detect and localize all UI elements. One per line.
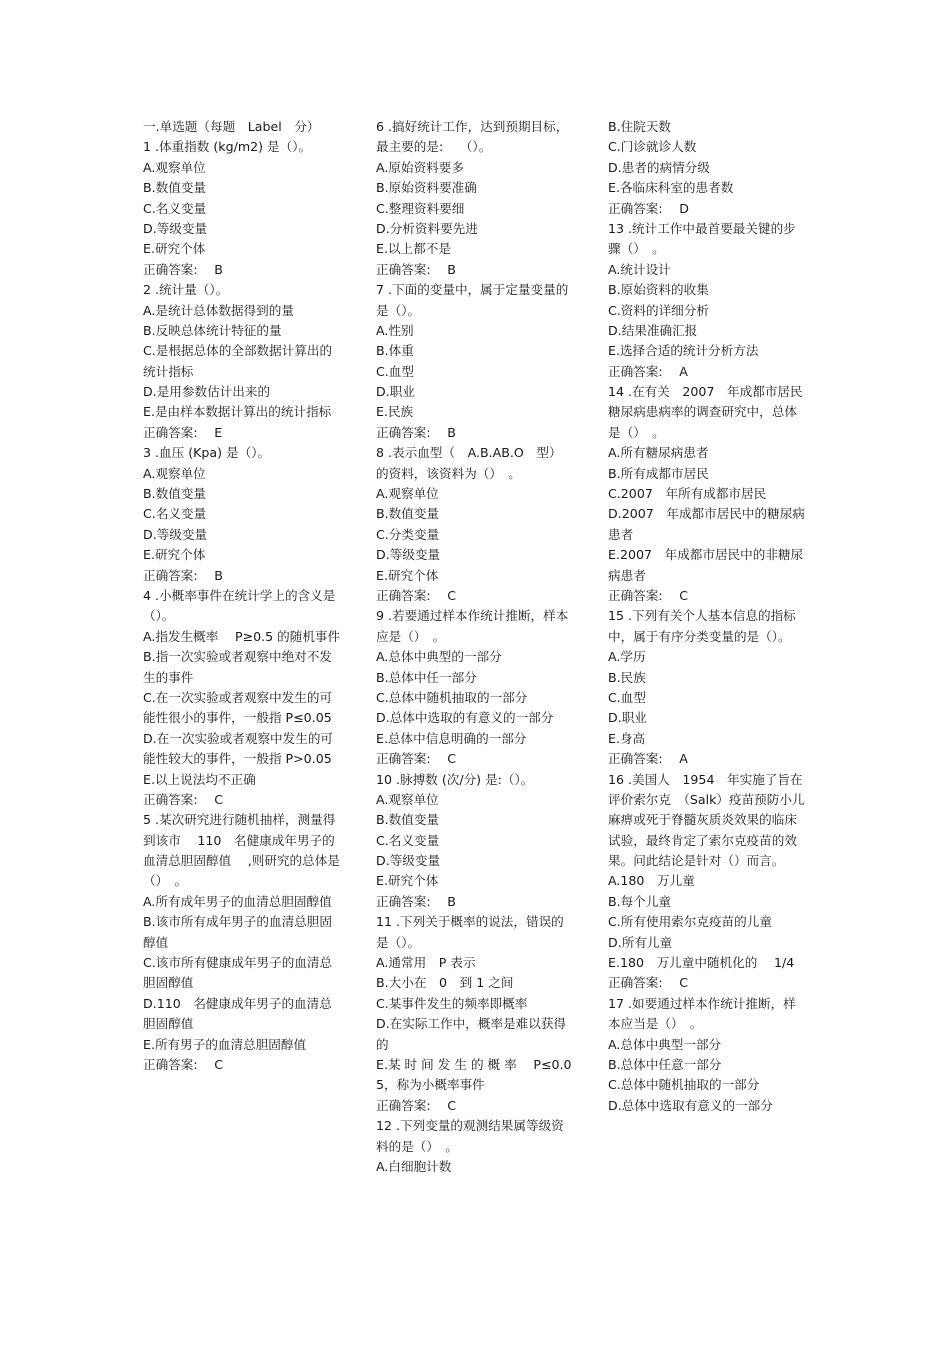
option-line: D.等级变量 xyxy=(143,526,208,542)
option-line: C.在一次实验或者观察中发生的可能性很小的事件，一般指 P≤0.05 xyxy=(143,689,333,726)
option-line: E.民族 xyxy=(376,404,414,420)
option-line: E.选择合适的统计分析方法 xyxy=(608,343,759,359)
option-line: D.分析资料要先进 xyxy=(376,220,478,236)
option-line: C.门诊就诊人数 xyxy=(608,139,697,155)
question-stem: 11 .下列关于概率的说法，错误的是（）。 xyxy=(376,914,564,950)
question-stem: 6 .搞好统计工作，达到预期目标，最主要的是: （）。 xyxy=(376,119,569,155)
option-line: C.总体中随机抽取的一部分 xyxy=(608,1077,760,1093)
option-line: A.性别 xyxy=(376,322,414,338)
option-line: B.数值变量 xyxy=(143,180,207,196)
answer-line: 正确答案: B xyxy=(376,424,456,440)
question-stem: 3 .血压 (Kpa) 是（）。 xyxy=(143,445,271,461)
option-line: C.所有使用索尔克疫苗的儿童 xyxy=(608,914,772,930)
option-line: C.2007 年所有成都市居民 xyxy=(608,486,767,502)
answer-line: 正确答案: C xyxy=(608,975,689,991)
option-line: E.研究个体 xyxy=(143,547,206,563)
option-line: D.所有儿童 xyxy=(608,934,673,950)
option-line: B.数值变量 xyxy=(376,812,440,828)
answer-line: 正确答案: B xyxy=(376,261,456,277)
option-line: B.大小在 0 到 1 之间 xyxy=(376,975,514,991)
option-line: B.原始资料的收集 xyxy=(608,282,709,298)
option-line: A.是统计总体数据得到的量 xyxy=(143,302,294,318)
option-line: A.观察单位 xyxy=(376,791,439,807)
option-line: C.血型 xyxy=(376,363,414,379)
question-stem: 4 .小概率事件在统计学上的含义是（）。 xyxy=(143,587,336,624)
question-stem: 12 .下列变量的观测结果属等级资料的是（） 。 xyxy=(376,1118,564,1154)
question-stem: 1 .体重指数 (kg/m2) 是（）。 xyxy=(143,139,312,155)
option-line: A.总体中典型一部分 xyxy=(608,1036,722,1052)
option-line: C.资料的详细分析 xyxy=(608,302,709,318)
option-line: E.2007 年成都市居民中的非糖尿病患者 xyxy=(608,547,804,583)
option-line: C.某事件发生的频率即概率 xyxy=(376,995,528,1011)
option-line: D.在实际工作中，概率是难以获得的 xyxy=(376,1016,567,1052)
question-stem: 17 .如要通过样本作统计推断，样本应当是（） 。 xyxy=(608,995,796,1032)
option-line: B.每个儿童 xyxy=(608,893,672,909)
option-line: C.该市所有健康成年男子的血清总胆固醇值 xyxy=(143,955,333,991)
option-line: A.学历 xyxy=(608,649,646,665)
option-line: D.患者的病情分级 xyxy=(608,159,710,175)
option-line: D.在一次实验或者观察中发生的可能性较大的事件，一般指 P>0.05 xyxy=(143,730,334,767)
option-line: D.职业 xyxy=(376,384,415,400)
option-line: D.等级变量 xyxy=(376,853,441,869)
option-line: B.体重 xyxy=(376,343,414,359)
option-line: B.数值变量 xyxy=(376,506,440,522)
option-line: D.职业 xyxy=(608,710,647,726)
option-line: A.180 万儿童 xyxy=(608,873,695,889)
option-line: D.是用参数估计出来的 xyxy=(143,384,271,400)
option-line: C.总体中随机抽取的一部分 xyxy=(376,689,528,705)
section-heading: 一.单选题（每题 Label 分） xyxy=(143,119,320,134)
option-line: B.反映总体统计特征的量 xyxy=(143,322,282,338)
answer-line: 正确答案: C xyxy=(376,751,457,767)
option-line: B.住院天数 xyxy=(608,119,672,134)
option-line: D.等级变量 xyxy=(376,547,441,563)
option-line: A.指发生概率 P≥0.5 的随机事件 xyxy=(143,628,341,644)
answer-line: 正确答案: A xyxy=(608,363,688,379)
answer-line: 正确答案: C xyxy=(143,791,224,807)
answer-line: 正确答案: C xyxy=(608,587,689,603)
option-line: E.研究个体 xyxy=(376,567,439,583)
option-line: B.数值变量 xyxy=(143,486,207,502)
answer-line: 正确答案: B xyxy=(376,893,456,909)
option-line: A.观察单位 xyxy=(143,465,206,481)
option-line: C.分类变量 xyxy=(376,526,440,542)
option-line: E.是由样本数据计算出的统计指标 xyxy=(143,404,332,420)
option-line: E.180 万儿童中随机化的 1/4 xyxy=(608,955,795,971)
text-column-middle xyxy=(376,117,574,1177)
question-stem: 5 .某次研究进行随机抽样，测量得到该市 110 名健康成年男子的血清总胆固醇值 ,则研究的总体是（） 。 xyxy=(143,812,340,889)
option-line: A.观察单位 xyxy=(376,486,439,502)
option-line: E.总体中信息明确的一部分 xyxy=(376,730,527,746)
option-line: B.所有成都市居民 xyxy=(608,465,709,481)
answer-line: 正确答案: D xyxy=(608,200,689,216)
option-line: A.统计设计 xyxy=(608,261,671,277)
question-stem: 14 .在有关 2007 年成都市居民糖尿病患病率的调查研究中，总体是（） 。 xyxy=(608,384,803,440)
option-line: C.血型 xyxy=(608,689,646,705)
option-line: D.110 名健康成年男子的血清总胆固醇值 xyxy=(143,995,332,1032)
question-stem: 10 .脉搏数 (次/分) 是:（）。 xyxy=(376,771,534,787)
option-line: B.民族 xyxy=(608,669,646,685)
option-line: A.原始资料要多 xyxy=(376,159,464,175)
option-line: A.所有糖尿病患者 xyxy=(608,445,709,461)
question-stem: 7 .下面的变量中，属于定量变量的是（）。 xyxy=(376,282,569,318)
question-stem: 9 .若要通过样本作统计推断，样本应是（） 。 xyxy=(376,608,569,644)
answer-line: 正确答案: E xyxy=(143,424,223,440)
option-line: E.研究个体 xyxy=(376,873,439,889)
option-line: E.各临床科室的患者数 xyxy=(608,180,734,196)
option-line: D.等级变量 xyxy=(143,220,208,236)
option-line: B.原始资料要准确 xyxy=(376,180,477,196)
answer-line: 正确答案: B xyxy=(143,261,223,277)
answer-line: 正确答案: C xyxy=(143,1056,224,1072)
answer-line: 正确答案: A xyxy=(608,751,688,767)
option-line: E.以上都不是 xyxy=(376,241,451,257)
option-line: C.整理资料要细 xyxy=(376,200,465,216)
option-line: C.名义变量 xyxy=(143,200,207,216)
option-line: B.总体中任意一部分 xyxy=(608,1056,722,1072)
answer-line: 正确答案: C xyxy=(376,587,457,603)
option-line: A.白细胞计数 xyxy=(376,1158,452,1174)
option-line: D.2007 年成都市居民中的糖尿病患者 xyxy=(608,506,805,542)
option-line: A.所有成年男子的血清总胆固醇值 xyxy=(143,893,332,909)
option-line: B.总体中任一部分 xyxy=(376,669,477,685)
option-line: E.研究个体 xyxy=(143,241,206,257)
answer-line: 正确答案: C xyxy=(376,1097,457,1113)
option-line: C.是根据总体的全部数据计算出的统计指标 xyxy=(143,343,333,379)
answer-line: 正确答案: B xyxy=(143,567,223,583)
option-line: E.某 时 间 发 生 的 概 率 P≤0.05，称为小概率事件 xyxy=(376,1056,572,1093)
option-line: A.总体中典型的一部分 xyxy=(376,649,502,665)
option-line: E.身高 xyxy=(608,730,646,746)
option-line: B.指一次实验或者观察中绝对不发生的事件 xyxy=(143,649,332,685)
option-line: D.总体中选取的有意义的一部分 xyxy=(376,710,554,726)
text-column-left xyxy=(143,117,343,1075)
option-line: E.以上说法均不正确 xyxy=(143,771,256,787)
question-stem: 16 .美国人 1954 年实施了旨在评价索尔克 （Salk）疫苗预防小儿麻痹或死于脊髓灰质炎效果的临床试验，最终肯定了索尔克疫苗的效果。问此结论是针对（）而言。 xyxy=(608,771,805,869)
option-line: A.观察单位 xyxy=(143,159,206,175)
option-line: B.该市所有成年男子的血清总胆固醇值 xyxy=(143,914,332,950)
option-line: D.结果准确汇报 xyxy=(608,322,698,338)
question-stem: 2 .统计量（）。 xyxy=(143,282,229,298)
option-line: E.所有男子的血清总胆固醇值 xyxy=(143,1036,307,1052)
option-line: A.通常用 P 表示 xyxy=(376,955,476,971)
option-line: C.名义变量 xyxy=(376,832,440,848)
question-stem: 13 .统计工作中最首要最关键的步骤（） 。 xyxy=(608,220,796,257)
option-line: C.名义变量 xyxy=(143,506,207,522)
question-stem: 15 .下列有关个人基本信息的指标中，属于有序分类变量的是（）。 xyxy=(608,608,796,644)
option-line: D.总体中选取有意义的一部分 xyxy=(608,1097,773,1113)
text-column-right xyxy=(608,117,806,1116)
question-stem: 8 .表示血型（ A.B.AB.O 型）的资料，该资料为（） 。 xyxy=(376,445,562,481)
